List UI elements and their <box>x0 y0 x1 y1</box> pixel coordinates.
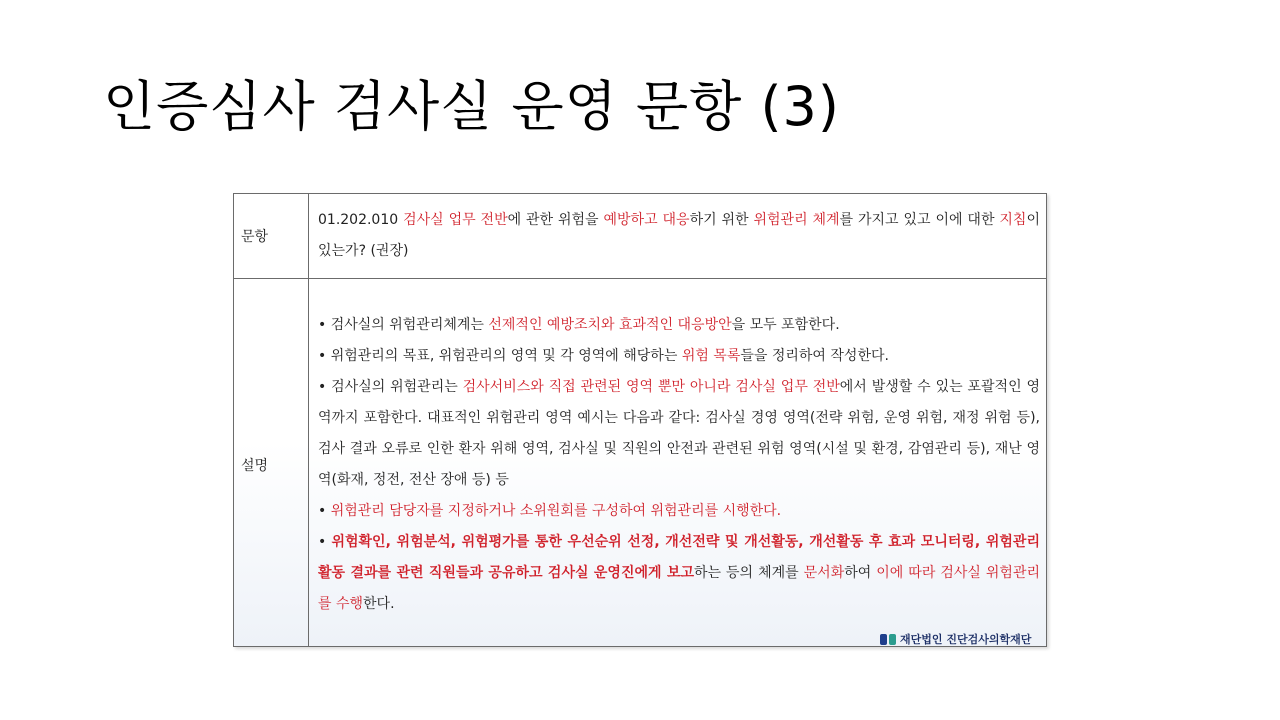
description-row <box>234 279 1046 648</box>
description-bullet-2: • 위험관리의 목표, 위험관리의 영역 및 각 영역에 해당하는 위험 목록들을 정리하여 작성한다. <box>318 348 889 364</box>
description-text <box>309 279 1047 648</box>
foundation-logo <box>880 631 1031 647</box>
description-bullet-1: • 검사실의 위험관리체계는 선제적인 예방조치와 효과적인 대응방안을 모두 포함한다. <box>318 317 840 333</box>
foundation-logo-text: 재단법인 진단검사의학재단 <box>900 633 1032 646</box>
description-bullet-5: • 위험확인, 위험분석, 위험평가를 통한 우선순위 선정, 개선전략 및 개선활동, 개선활동 후 효과 모니터링, 위험관리 활동 결과를 관련 직원들과 공유하고 검사실 운영진에게 보고하는 등의 체계를 문서화하여 이에 따라 검사실 위험관리를 수행한다. <box>318 534 1040 612</box>
requirement-code: 01.202.010 <box>318 212 399 228</box>
slide-title: 인증심사 검사실 운영 문항 (3) <box>103 75 840 138</box>
requirement-label: 문항 <box>234 194 309 279</box>
requirement-document-image <box>233 193 1047 647</box>
description-bullet-3: • 검사실의 위험관리는 검사서비스와 직접 관련된 영역 뿐만 아니라 검사실 업무 전반에서 발생할 수 있는 포괄적인 영역까지 포함한다. 대표적인 위험관리 영역 예시는 다음과 같다: 검사실 경영 영역(전략 위험, 운영 위험, 재정 위험 등), 검사 결과 오류로 인한 환자 위해 영역, 검사실 및 직원의 안전과 관련된 위험 영역(시설 및 환경, 감염관리 등), 재난 영역(화재, 정전, 전산 장애 등) 등 <box>318 379 1041 488</box>
description-label: 설명 <box>234 279 309 648</box>
requirement-text: 01.202.010 검사실 업무 전반에 관한 위험을 예방하고 대응하기 위한 위험관리 체계를 가지고 있고 이에 대한 지침이 있는가? (권장) <box>309 194 1047 279</box>
requirement-table <box>234 194 1046 647</box>
description-bullet-4: • 위험관리 담당자를 지정하거나 소위원회를 구성하여 위험관리를 시행한다. <box>318 503 782 519</box>
foundation-logo-icon <box>880 634 896 645</box>
requirement-row <box>234 194 1046 279</box>
